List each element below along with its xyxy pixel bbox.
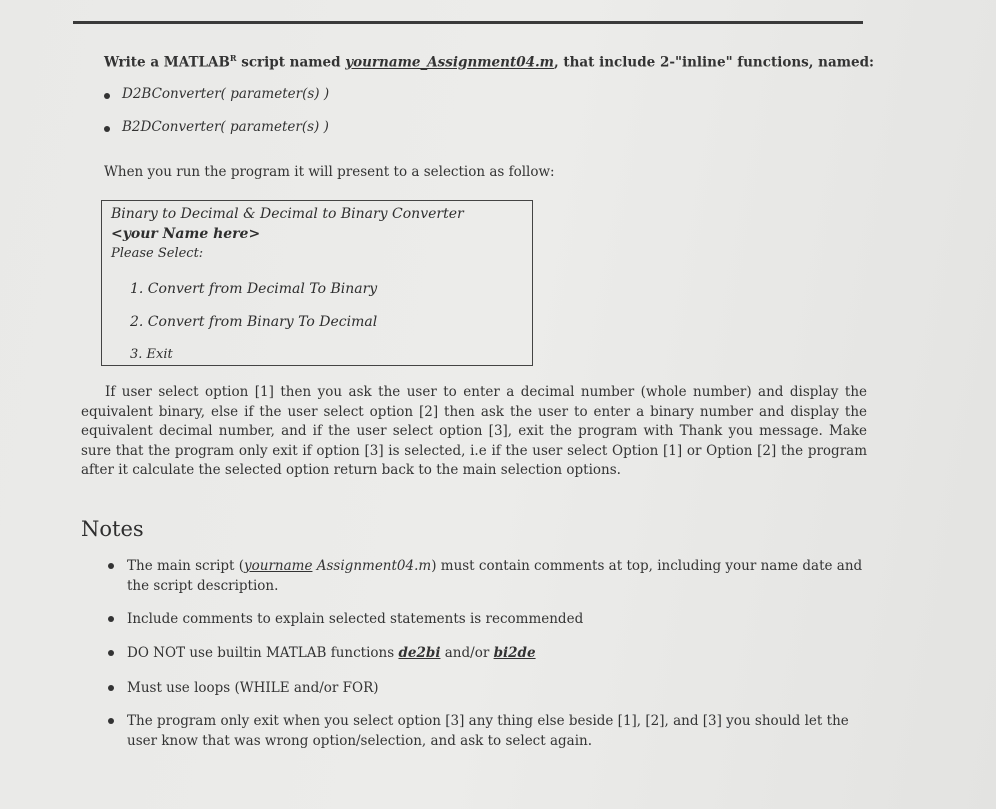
function-item: B2DConverter( parameter(s) ) xyxy=(104,119,329,152)
menu-prompt: Please Select: xyxy=(111,246,204,261)
assignment-intro: Write a $MATLAB^R$ script named yourname_Assignment04.m, that include 2-"inline" functions, named: xyxy=(104,53,875,71)
menu-option-3: 3. Exit xyxy=(130,347,173,362)
menu-title: Binary to Decimal & Decimal to Binary Converter xyxy=(111,206,464,222)
notes-heading: Notes xyxy=(81,517,144,541)
note-item: The program only exit when you select option [3] any thing else beside [1], [2], and [3] you should let the user know that was wrong option/selection, and ask to select again. xyxy=(108,711,868,751)
function-list xyxy=(104,86,329,152)
note-item: Must use loops (WHILE and/or FOR) xyxy=(108,678,868,711)
instructions-paragraph: If user select option [1] then you ask the user to enter a decimal number (whole number) and display the equivalent binary, else if the user select option [2] then ask the user to enter a binary number and display the equivalent decimal number, and if the user select option [3], exit the program with Thank you message. Make sure that the program only exit if option [3] is selected, i.e if the user select Option [1] or Option [2] the program after it calculate the selected option return back to the main selection options. xyxy=(81,384,867,478)
note-item: The main script (yourname Assignment04.m) must contain comments at top, including your name date and the script description. xyxy=(108,556,868,609)
function-name-de2bi: de2bi xyxy=(398,645,441,661)
note-item: DO NOT use builtin MATLAB functions de2bi and/or bi2de xyxy=(108,643,868,678)
top-rule xyxy=(73,21,863,24)
menu-example-box xyxy=(101,200,533,366)
function-name-bi2de: bi2de xyxy=(493,645,536,661)
notes-list xyxy=(108,556,868,751)
menu-option-2: 2. Convert from Binary To Decimal xyxy=(130,314,378,330)
script-filename: yourname_Assignment04.m xyxy=(345,54,554,71)
function-item: D2BConverter( parameter(s) ) xyxy=(104,86,329,119)
menu-name-line: <your Name here> xyxy=(111,226,261,242)
menu-option-1: 1. Convert from Decimal To Binary xyxy=(130,281,378,297)
selection-intro: When you run the program it will present to a selection as follow: xyxy=(104,164,555,180)
note-item: Include comments to explain selected statements is recommended xyxy=(108,609,868,643)
